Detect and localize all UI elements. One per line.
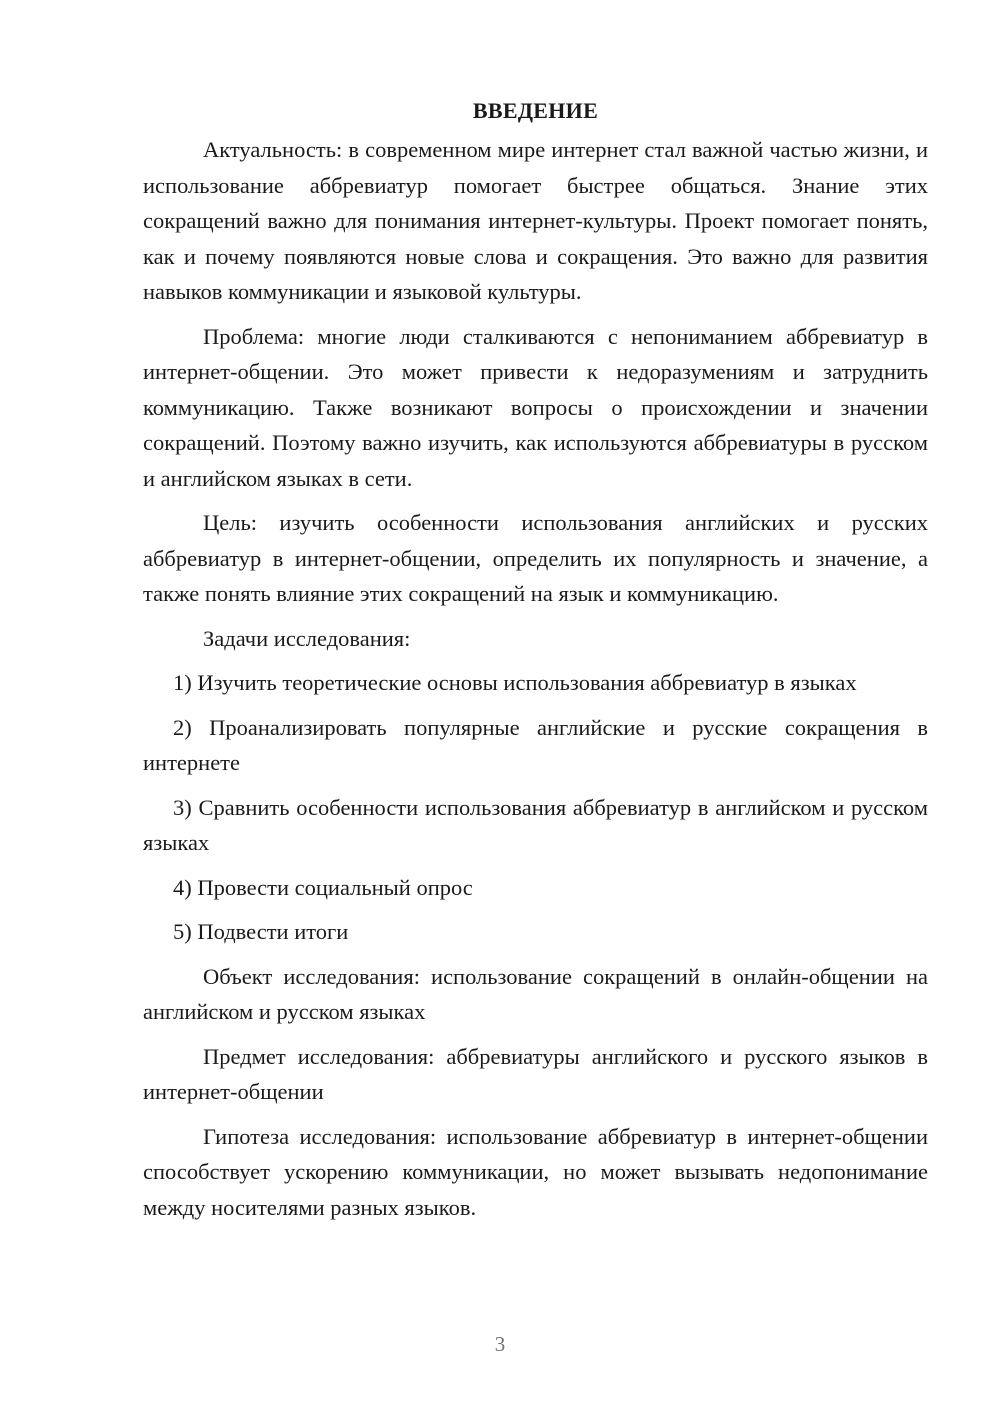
page-number: 3 [494, 1332, 506, 1356]
document-page [143, 94, 928, 1234]
task-item-5: 5) Подвести итоги [173, 919, 349, 944]
task-item-2: 2) Проанализировать популярные английские и русские сокращения в интернете [143, 714, 928, 775]
task-item-3: 3) Сравнить особенности использования аббревиатур в английском и русском языках [143, 794, 928, 855]
page-title: ВВЕДЕНИЕ [472, 98, 599, 123]
task-item-1: 1) Изучить теоретические основы использования аббревиатур в языках [173, 670, 857, 695]
tasks-heading: Задачи исследования: [203, 625, 411, 651]
hypothesis-paragraph: Гипотеза исследования: использование аббревиатур в интернет-общении способствует ускорению коммуникации, но может вызывать недопонимание между носителями разных языков. [143, 1123, 928, 1220]
subject-paragraph: Предмет исследования: аббревиатуры английского и русского языков в интернет-общении [143, 1043, 928, 1104]
task-item-4: 4) Провести социальный опрос [173, 874, 473, 900]
object-paragraph: Объект исследования: использование сокращений в онлайн-общении на английском и русском языках [143, 963, 928, 1024]
problem-paragraph: Проблема: многие люди сталкиваются с непониманием аббревиатур в интернет-общении. Это может привести к недоразумениям и затруднить коммуникацию. Также возникают вопросы о происхождении и значении сокращений. Поэтому важно изучить, как используются аббревиатуры в русском и английском языках в сети. [143, 323, 928, 491]
goal-paragraph: Цель: изучить особенности использования английских и русских аббревиатур в интернет-общении, определить их популярность и значение, а также понять влияние этих сокращений на язык и коммуникацию. [143, 510, 928, 606]
relevance-paragraph: Актуальность: в современном мире интернет стал важной частью жизни, и использование аббревиатур помогает быстрее общаться. Знание этих сокращений важно для понимания интернет-культуры. Проект помогает понять, как и почему появляются новые слова и сокращения. Это важно для развития навыков коммуникации и языковой культуры. [143, 137, 928, 304]
